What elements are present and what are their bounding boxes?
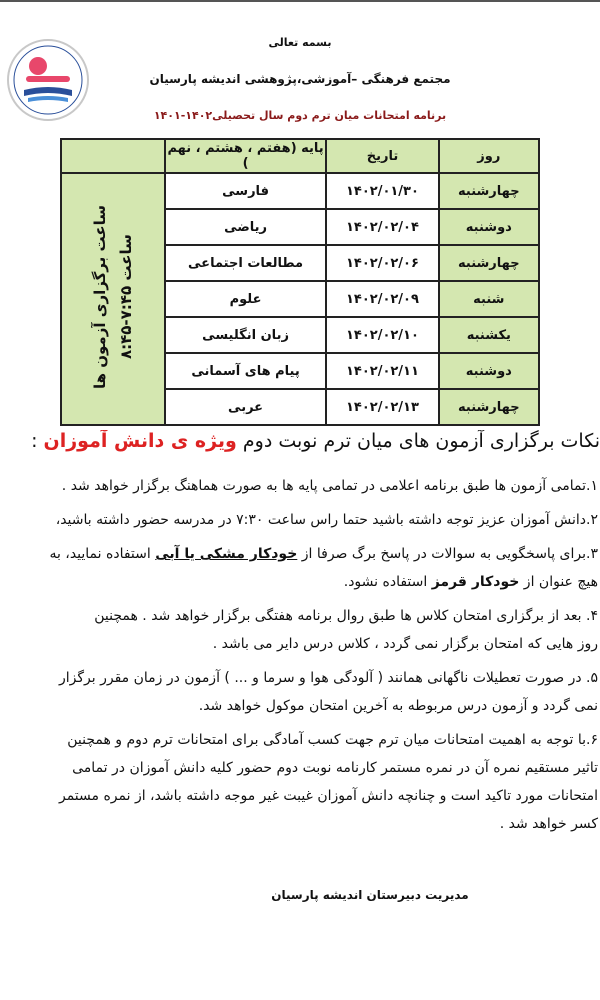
rule-6-line4: کسر خواهد شد . [499, 816, 598, 832]
date-cell: ۱۴۰۲/۰۲/۰۹ [326, 281, 438, 317]
rule-3-part-d: هیچ عنوان از [519, 574, 598, 590]
bismillah: بسمه تعالی [268, 36, 332, 49]
exam-time-line1: ساعت برگزاری آزمون ها [90, 204, 109, 390]
notes-heading-highlight: ویژه ی دانش آموزان [43, 430, 237, 452]
day-cell: شنبه [439, 281, 539, 317]
rule-3-part-c: استفاده نمایید، به [49, 546, 156, 562]
rule-4 [0, 602, 600, 658]
signature-text: مدیریت دبیرستان اندیشه پارسیان [271, 888, 469, 902]
subject-cell: زبان انگلیسی [165, 317, 326, 353]
rule-4-line1: ۴. بعد از برگزاری امتحان کلاس ها طبق روال برنامه هفتگی برگزار خواهد شد . همچنین [94, 608, 598, 624]
day-cell: دوشنبه [439, 353, 539, 389]
header-time [61, 139, 165, 173]
rules-list [0, 472, 600, 844]
subject-cell: پیام های آسمانی [165, 353, 326, 389]
table-header-row [61, 139, 539, 173]
rule-5 [0, 664, 600, 720]
signature [0, 888, 600, 902]
rule-3 [0, 540, 600, 596]
subject-cell: فارسی [165, 173, 326, 209]
day-cell: یکشنبه [439, 317, 539, 353]
rule-5-line2: نمی گردد و آزمون درس مربوطه به آخرین امتحان موکول خواهد شد. [198, 698, 598, 714]
top-border [0, 0, 600, 2]
header-date: تاریخ [326, 139, 438, 173]
rule-4-line2: روز هایی که امتحان برگزار نمی گردد ، کلاس درس دایر می باشد . [212, 636, 598, 652]
rule-6-line1: ۶.با توجه به اهمیت امتحانات میان ترم جهت کسب آمادگی برای امتحانات ترم دوم و همچنین [67, 732, 598, 748]
rule-3-red-pen: خودکار قرمز [431, 574, 520, 590]
rule-3-part-a: ۳.برای پاسخگویی به سوالات در پاسخ برگ صرفا از [297, 546, 598, 562]
date-cell: ۱۴۰۲/۰۲/۱۱ [326, 353, 438, 389]
date-cell: ۱۴۰۲/۰۲/۰۶ [326, 245, 438, 281]
exam-time-cell [61, 173, 165, 425]
rule-6-line3: امتحانات مورد تاکید است و چنانچه دانش آموزان غیبت غیر موجه داشته باشد، از نمره مستمر [58, 788, 598, 804]
rule-2: ۲.دانش آموزان عزیز توجه داشته باشید حتما راس ساعت ۷:۳۰ در مدرسه حضور داشته باشید، [55, 512, 598, 528]
subject-cell: عربی [165, 389, 326, 425]
rule-3-black-blue-pen: خودکار مشکی یا آبی [155, 546, 298, 562]
rule-5-line1: ۵. در صورت تعطیلات ناگهانی همانند ( آلودگی هوا و سرما و ... ) آزمون در زمان مقرر برگزار [58, 670, 598, 686]
exam-time-line2: ساعت ۷:۴۵-۸:۴۵ [116, 234, 135, 360]
rule-3-part-f: استفاده نشود. [343, 574, 432, 590]
table-row [61, 173, 539, 209]
notes-heading [0, 430, 600, 452]
exam-schedule-table [60, 138, 540, 426]
notes-heading-prefix: نکات برگزاری آزمون های میان ترم نوبت دوم [236, 430, 600, 452]
date-cell: ۱۴۰۲/۰۲/۰۴ [326, 209, 438, 245]
program-title: برنامه امتحانات میان ترم دوم سال تحصیلی۱۴۰۲-۱۴۰۱ [153, 109, 447, 122]
subject-cell: ریاضی [165, 209, 326, 245]
day-cell: دوشنبه [439, 209, 539, 245]
date-cell: ۱۴۰۲/۰۲/۱۰ [326, 317, 438, 353]
subject-cell: علوم [165, 281, 326, 317]
rule-1: ۱.تمامی آزمون ها طبق برنامه اعلامی در تمامی پایه ها به صورت هماهنگ برگزار خواهد شد . [61, 478, 598, 494]
date-cell: ۱۴۰۲/۰۲/۱۳ [326, 389, 438, 425]
rule-6 [0, 726, 600, 838]
rule-6-line2: تاثیر مستقیم نمره آن در نمره مستمر کارنامه نوبت دوم حضور کلیه دانش آموزان در تمامی [72, 760, 598, 776]
header-grade: پایه (هفتم ، هشتم ، نهم ) [165, 139, 326, 173]
day-cell: چهارشنبه [439, 173, 539, 209]
notes-heading-suffix: : [31, 430, 44, 452]
subject-cell: مطالعات اجتماعی [165, 245, 326, 281]
exam-time-text [87, 205, 139, 389]
header-day: روز [439, 139, 539, 173]
day-cell: چهارشنبه [439, 389, 539, 425]
day-cell: چهارشنبه [439, 245, 539, 281]
date-cell: ۱۴۰۲/۰۱/۳۰ [326, 173, 438, 209]
organization-name: مجتمع فرهنگی –آموزشی،پژوهشی اندیشه پارسیان [149, 72, 451, 86]
